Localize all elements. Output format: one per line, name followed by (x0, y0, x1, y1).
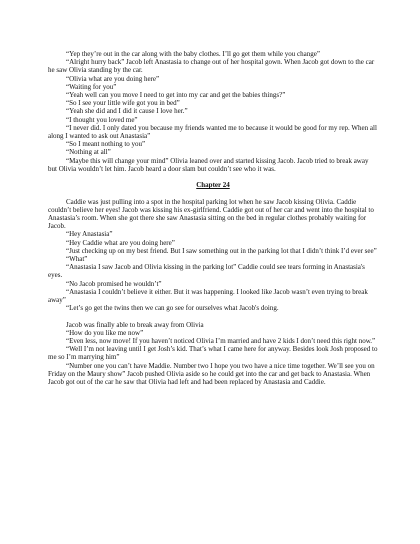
paragraph: “Even less, now move! If you haven’t noticed Olivia I’m married and have 2 kids I don’t need this right now.” (66, 337, 376, 346)
paragraph: “Hey Caddie what are you doing here” (66, 238, 175, 247)
paragraph: “Anastasia I couldn’t believe it either. But it was happening. I looked like Jacob wasn’t even trying to break away” (48, 287, 368, 305)
paragraph: “Anastasia I saw Jacob and Olivia kissing in the parking lot” Caddie could see tears forming in Anastasia's eyes. (48, 263, 365, 280)
paragraph: “Let’s go get the twins then we can go see for ourselves what Jacob's doing. (66, 304, 279, 313)
paragraph: “Number one you can’t have Maddie. Number two I hope you two have a nice time together. We’ll see you on Friday on the Maury show” Jacob pushed Olivia aside so he could get into the car and get back to Anastasia. When Jacob got out of the car he saw that Olivia had left and had been replaced by Anastasia and Caddie. (48, 361, 375, 387)
paragraph: “I thought you loved me” (66, 115, 138, 124)
paragraph: “Yep they’re out in the car along with the baby clothes. I’ll go get them while you change” (66, 50, 320, 58)
paragraph: “What” (66, 255, 88, 264)
paragraph: Jacob was finally able to break away from Olivia (66, 320, 204, 329)
paragraph: Caddie was just pulling into a spot in the hospital parking lot when he saw Jacob kissing Olivia. Caddie couldn’t believe her eyes! Jacob was kissing his ex-girlfriend. Caddie got out of her car and went into the hospital to Anastasia’s room. When she got there she saw Anastasia sitting on the bed in regular clothes probably waiting for Jacob. (48, 197, 374, 231)
section-gap (48, 312, 378, 320)
paragraph: “Nothing at all” (66, 148, 111, 157)
paragraph: “So I see your little wife got you in bed” (66, 99, 180, 108)
chapter-title: Chapter 24 (196, 181, 230, 190)
paragraph: “Waiting for you” (66, 82, 117, 91)
paragraph: “Yeah well can you move I need to get into my car and get the babies things?” (66, 91, 286, 100)
paragraph: “No Jacob promised he wouldn’t” (66, 279, 162, 288)
paragraph: “Yeah she did and I did it cause I love her.” (66, 107, 188, 116)
paragraph: “Well I’m not leaving until I get Josh’s kid. That’s what I came here for anyway. Besides look Josh proposed to me so I’m marrying him” (48, 345, 378, 362)
paragraph: “Hey Anastasia” (66, 230, 113, 239)
paragraph: “Just checking up on my best friend. But I saw something out in the parking lot that I didn’t think I’d ever see” (66, 246, 377, 255)
paragraph: “Alright hurry back” Jacob left Anastasia to change out of her hospital gown. When Jacob got down to the car he saw Olivia standing by the car. (48, 58, 375, 75)
document-page (48, 50, 378, 386)
paragraph: “How do you like me now” (66, 328, 144, 337)
paragraph: “Olivia what are you doing here” (66, 74, 160, 83)
paragraph: “So I meant nothing to you” (66, 140, 146, 149)
paragraph: “Maybe this will change your mind” Olivia leaned over and started kissing Jacob. Jacob tried to break away but Olivia wouldn’t let him. Jacob heard a door slam but couldn’t see who it was. (48, 156, 369, 173)
paragraph: “I never did. I only dated you because my friends wanted me to because it would be good for my rep. When all along I wanted to ask out Anastasia” (48, 123, 377, 141)
